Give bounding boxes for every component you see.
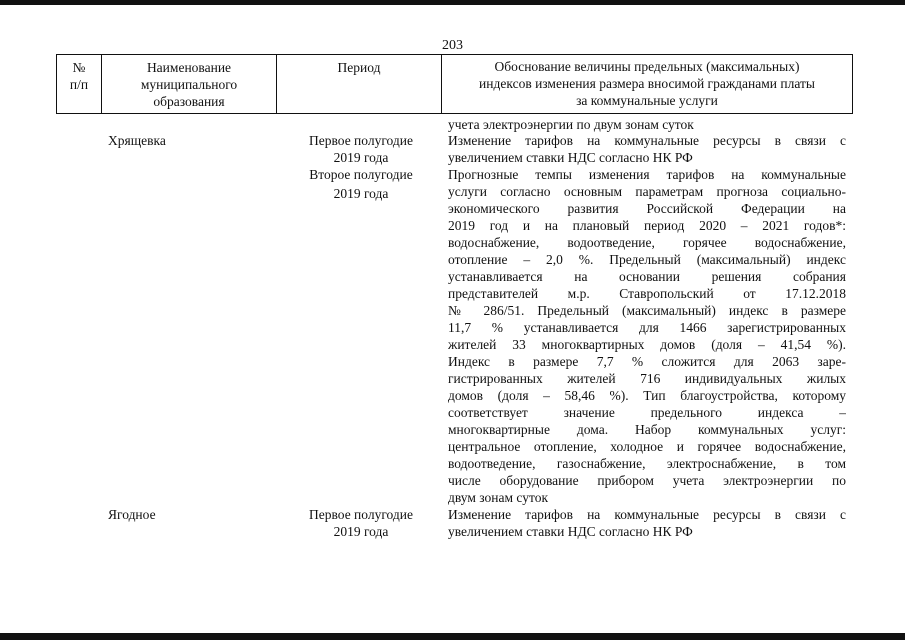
period-line: Первое полугодие xyxy=(309,133,413,148)
period-line: 2019 года xyxy=(333,524,389,539)
justification-line: двум зонам суток xyxy=(448,490,549,505)
justification-line: 2019 год и на плановый период 2020 – 2021 годов*: xyxy=(448,218,846,233)
justification-line: Изменение тарифов на коммунальные ресурсы в связи с xyxy=(448,133,846,148)
justification-line: числе оборудование прибором учета электроэнергии по xyxy=(448,473,846,488)
table-header xyxy=(56,54,853,114)
top-border-bar xyxy=(0,0,905,5)
period-line: Второе полугодие xyxy=(309,167,413,182)
header-period-column xyxy=(277,55,442,113)
municipality-name-khryashchevka: Хрящевка xyxy=(108,133,166,148)
justification-line: соответствует значение предельного индекса – xyxy=(448,405,846,420)
justification-line: устанавливается на основании решения собрания xyxy=(448,269,846,284)
header-cell-line: за коммунальные услуги xyxy=(576,93,718,108)
header-cell-line: п/п xyxy=(69,77,89,92)
page-number: 203 xyxy=(442,38,463,53)
justification-line: домов (доля – 58,46 %). Тип благоустройства, которому xyxy=(448,388,846,403)
header-cell-line: муниципального xyxy=(140,77,238,92)
justification-line: центральное отопление, холодное и горячее водоснабжение, xyxy=(448,439,846,454)
justification-line: гистрированных жителей 716 индивидуальных жилых xyxy=(448,371,846,386)
justification-line: жителей 33 многоквартирных домов (доля – 41,54 %). xyxy=(448,337,846,352)
justification-line: представителей м.р. Ставропольский от 17.12.2018 xyxy=(448,286,846,301)
justification-line: экономического развития Российской Федерации на xyxy=(448,201,846,216)
header-name-column xyxy=(102,55,277,113)
justification-line: увеличением ставки НДС согласно НК РФ xyxy=(448,524,693,539)
justification-line: водоотведение, газоснабжение, электроснабжение, в том xyxy=(448,456,846,471)
period-line: 2019 года xyxy=(333,150,389,165)
justification-line: № 286/51. Предельный (максимальный) индекс в размере xyxy=(448,303,846,318)
period-line: 2019 года xyxy=(333,186,389,201)
justification-line: увеличением ставки НДС согласно НК РФ xyxy=(448,150,693,165)
justification-line: Изменение тарифов на коммунальные ресурсы в связи с xyxy=(448,507,846,522)
justification-line: водоснабжение, водоотведение, горячее водоснабжение, xyxy=(448,235,846,250)
header-cell-line: Наименование xyxy=(146,60,232,75)
header-justification-column xyxy=(442,55,852,113)
justification-line: Прогнозные темпы изменения тарифов на коммунальные xyxy=(448,167,846,182)
justification-line: многоквартирные дома. Набор коммунальных услуг: xyxy=(448,422,846,437)
bottom-border-bar xyxy=(0,633,905,640)
header-cell-line: индексов изменения размера вносимой гражданами платы xyxy=(479,76,815,91)
municipality-name-yagodnoe: Ягодное xyxy=(108,507,156,522)
header-number-column xyxy=(57,55,102,113)
justification-line: Индекс в размере 7,7 % сложится для 2063 заре- xyxy=(448,354,846,369)
continued-text-line: учета электроэнергии по двум зонам суток xyxy=(448,117,694,132)
header-cell-line: Обоснование величины предельных (максимальных) xyxy=(494,59,800,74)
justification-line: отопление – 2,0 %. Предельный (максимальный) индекс xyxy=(448,252,846,267)
header-cell-line: Период xyxy=(337,60,381,75)
period-line: Первое полугодие xyxy=(309,507,413,522)
header-cell-line: образования xyxy=(153,94,225,109)
justification-line: услуги согласно основным параметрам прогноза социально- xyxy=(448,184,846,199)
justification-line: 11,7 % устанавливается для 1466 зарегистрированных xyxy=(448,320,846,335)
header-cell-line: № xyxy=(72,60,86,75)
